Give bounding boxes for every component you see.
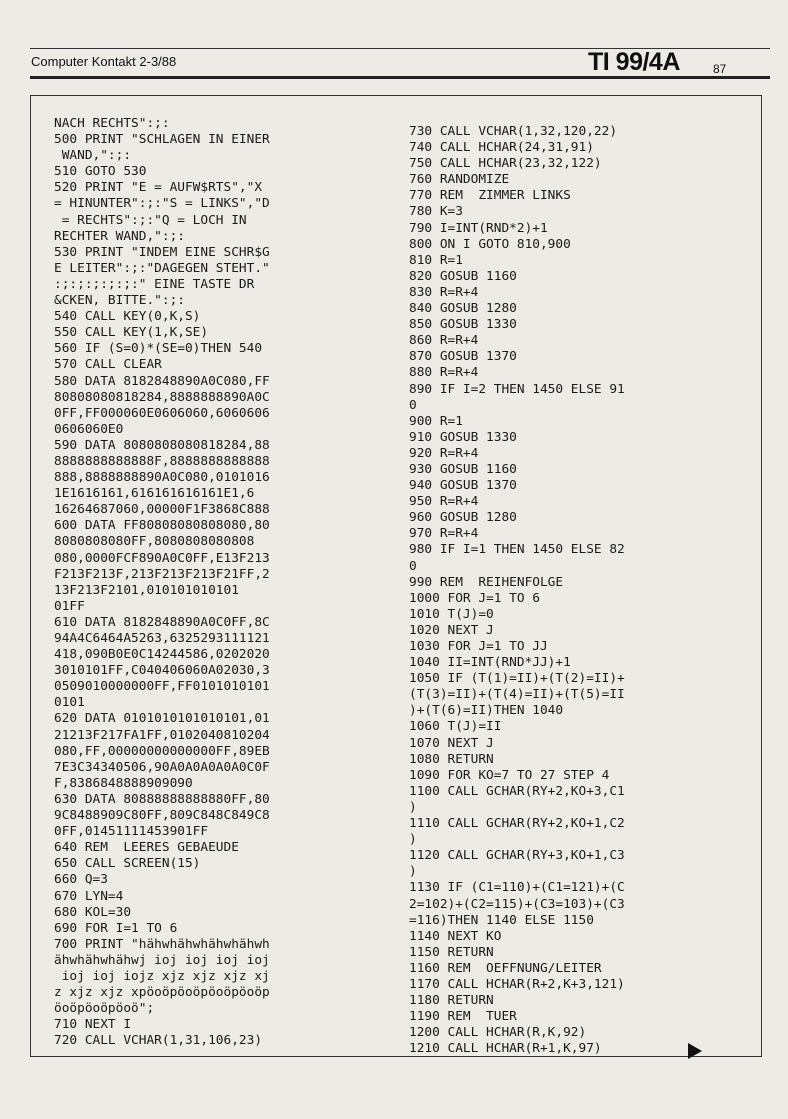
code-line: 80808080818284,8888888890A0C — [54, 389, 270, 405]
code-line: E LEITER":;:"DAGEGEN STEHT." — [54, 260, 270, 276]
code-line: 790 I=INT(RND*2)+1 — [409, 220, 548, 236]
code-line: 1190 REM TUER — [409, 1009, 517, 1025]
code-line: 8888888888888F,8888888888888 — [54, 453, 270, 469]
code-line: 2=102)+(C2=115)+(C3=103)+(C3 — [409, 896, 625, 912]
code-line: 94A4C6464A5263,6325293111121 — [54, 631, 270, 646]
code-line: 7E3C34340506,90A0A0A0A0A0C0F — [54, 759, 270, 775]
code-line: 1050 IF (T(1)=II)+(T(2)=II)+ — [409, 671, 625, 687]
code-line: 590 DATA 8080808080818284,88 — [54, 437, 270, 453]
code-line: 01FF — [54, 598, 85, 614]
code-line: 1180 RETURN — [409, 993, 494, 1009]
code-line: 8080808080FF,8080808080808 — [54, 534, 255, 550]
code-line: 910 GOSUB 1330 — [409, 429, 517, 445]
code-line: 0 — [409, 397, 417, 413]
code-line: ioj ioj iojz xjz xjz xjz xj — [54, 968, 270, 984]
code-line: 540 CALL KEY(0,K,S) — [54, 309, 201, 325]
code-line: 990 REM REIHENFOLGE — [409, 574, 564, 590]
code-line: 650 CALL SCREEN(15) — [54, 856, 201, 872]
code-line: 080,FF,00000000000000FF,89EB — [54, 743, 270, 759]
code-line: 1150 RETURN — [409, 944, 494, 960]
code-line: ) — [409, 864, 417, 880]
code-line: 810 R=1 — [409, 252, 463, 268]
code-line: 780 K=3 — [409, 204, 463, 220]
code-line: 830 R=R+4 — [409, 284, 479, 300]
code-line: 550 CALL KEY(1,K,SE) — [54, 325, 209, 341]
code-line: 880 R=R+4 — [409, 365, 479, 381]
code-line: 1120 CALL GCHAR(RY+3,KO+1,C3 — [409, 848, 625, 864]
code-line: 0FF,FF000060E0606060,6060606 — [54, 405, 270, 421]
code-line: öoöpöoöpöoö"; — [54, 1001, 155, 1017]
code-line: 1000 FOR J=1 TO 6 — [409, 590, 540, 606]
code-line: 0FF,01451111453901FF — [54, 824, 209, 840]
code-line: NACH RECHTS":;: — [54, 116, 170, 131]
header-bottom-rule — [30, 76, 770, 79]
code-line: 16264687060,00000F1F3868C888 — [54, 502, 270, 518]
code-line: 750 CALL HCHAR(23,32,122) — [409, 156, 602, 172]
code-line: 940 GOSUB 1370 — [409, 478, 517, 494]
code-line: 690 FOR I=1 TO 6 — [54, 920, 178, 936]
code-line: 700 PRINT "hähwhähwhähwhähwh — [54, 936, 270, 952]
code-line: 1130 IF (C1=110)+(C1=121)+(C — [409, 880, 625, 896]
code-line: 1020 NEXT J — [409, 622, 494, 638]
code-line: 890 IF I=2 THEN 1450 ELSE 91 — [409, 381, 625, 397]
code-line: 870 GOSUB 1370 — [409, 349, 517, 365]
code-line: 670 LYN=4 — [54, 888, 124, 904]
code-line: 1070 NEXT J — [409, 735, 494, 751]
code-line: 840 GOSUB 1280 — [409, 301, 517, 317]
code-line: 21213F217FA1FF,0102040810204 — [54, 727, 270, 743]
code-line: 13F213F2101,010101010101 — [54, 582, 239, 598]
code-line: 0606060E0 — [54, 421, 124, 437]
code-line: 570 CALL CLEAR — [54, 357, 162, 373]
code-line: 770 REM ZIMMER LINKS — [409, 188, 571, 204]
code-line: 970 R=R+4 — [409, 526, 479, 542]
code-line: 740 CALL HCHAR(24,31,91) — [409, 140, 594, 156]
code-line: 660 Q=3 — [54, 872, 108, 888]
code-line: :;:;:;:;:;:" EINE TASTE DR — [54, 276, 255, 292]
code-line: 900 R=1 — [409, 413, 463, 429]
code-line: 860 R=R+4 — [409, 333, 479, 349]
code-line: 1140 NEXT KO — [409, 928, 502, 944]
code-line: &CKEN, BITTE.":;: — [54, 293, 185, 309]
listing-right-column — [409, 124, 625, 1057]
code-line: 680 KOL=30 — [54, 904, 132, 920]
code-line: 1010 T(J)=0 — [409, 606, 494, 622]
code-line: 560 IF (S=0)*(SE=0)THEN 540 — [54, 341, 263, 357]
code-line: 3010101FF,C040406060A02030,3 — [54, 663, 270, 679]
code-line: 1110 CALL GCHAR(RY+2,KO+1,C2 — [409, 816, 625, 832]
code-line: 1160 REM OEFFNUNG/LEITER — [409, 960, 602, 976]
code-line: 9C8488909C80FF,809C848C849C8 — [54, 808, 270, 824]
code-line: 760 RANDOMIZE — [409, 172, 510, 188]
system-title: TI 99/4A — [588, 48, 680, 76]
magazine-issue-label: Computer Kontakt 2-3/88 — [31, 54, 177, 69]
code-line: 080,0000FCF890A0C0FF,E13F213 — [54, 550, 270, 566]
code-line: 530 PRINT "INDEM EINE SCHR$G — [54, 244, 270, 260]
code-line: RECHTER WAND,":;: — [54, 228, 185, 244]
code-line: 630 DATA 80888888888880FF,80 — [54, 791, 270, 807]
code-line: = HINUNTER":;:"S = LINKS","D — [54, 196, 270, 212]
code-line: 0101 — [54, 695, 85, 711]
listing-left-column — [54, 116, 270, 1049]
code-line: F213F213F,213F213F213F21FF,2 — [54, 566, 270, 582]
code-line: =116)THEN 1140 ELSE 1150 — [409, 912, 594, 928]
code-line: z xjz xjz xpöoöpöoöpöoöpöoöp — [54, 985, 270, 1001]
code-line: )+(T(6)=II)THEN 1040 — [409, 703, 564, 719]
code-line: 720 CALL VCHAR(1,31,106,23) — [54, 1033, 263, 1049]
code-line: 1100 CALL GCHAR(RY+2,KO+3,C1 — [409, 783, 625, 799]
code-line: (T(3)=II)+(T(4)=II)+(T(5)=II — [409, 687, 625, 703]
code-line: 640 REM LEERES GEBAEUDE — [54, 840, 239, 856]
code-line: 520 PRINT "E = AUFW$RTS","X — [54, 180, 263, 196]
code-line: ) — [409, 799, 417, 815]
code-line: 930 GOSUB 1160 — [409, 461, 517, 477]
code-line: ähwhähwhähwj ioj ioj ioj ioj — [54, 952, 270, 968]
code-line: 510 GOTO 530 — [54, 164, 147, 180]
code-line: 620 DATA 0101010101010101,01 — [54, 711, 270, 727]
code-line: 1040 II=INT(RND*JJ)+1 — [409, 655, 571, 671]
code-line: 1E1616161,616161616161E1,6 — [54, 486, 255, 502]
code-line: 820 GOSUB 1160 — [409, 268, 517, 284]
code-line: 960 GOSUB 1280 — [409, 510, 517, 526]
code-line: F,8386848888909090 — [54, 775, 193, 791]
code-line: 500 PRINT "SCHLAGEN IN EINER — [54, 132, 270, 148]
code-line: 0 — [409, 558, 417, 574]
code-line: 1030 FOR J=1 TO JJ — [409, 639, 548, 654]
page-number: 87 — [713, 62, 727, 76]
code-line: 1210 CALL HCHAR(R+1,K,97) — [409, 1041, 602, 1057]
code-line: 418,090B0E0C14244586,0202020 — [54, 647, 270, 663]
code-line: = RECHTS":;:"Q = LOCH IN — [54, 212, 247, 228]
code-line: 1170 CALL HCHAR(R+2,K+3,121) — [409, 976, 625, 992]
code-line: 610 DATA 8182848890A0C0FF,8C — [54, 614, 270, 630]
code-line: 1090 FOR KO=7 TO 27 STEP 4 — [409, 767, 610, 783]
code-line: ) — [409, 832, 417, 848]
code-line: 800 ON I GOTO 810,900 — [409, 236, 571, 252]
code-line: 1060 T(J)=II — [409, 719, 502, 735]
code-line: 730 CALL VCHAR(1,32,120,22) — [409, 124, 618, 139]
code-line: 1200 CALL HCHAR(R,K,92) — [409, 1025, 587, 1041]
code-line: 980 IF I=1 THEN 1450 ELSE 82 — [409, 542, 625, 558]
code-line: 580 DATA 8182848890A0C080,FF — [54, 373, 270, 389]
code-line: 600 DATA FF80808080808080,80 — [54, 518, 270, 534]
code-line: 950 R=R+4 — [409, 494, 479, 510]
code-line: 1080 RETURN — [409, 751, 494, 767]
code-line: 850 GOSUB 1330 — [409, 317, 517, 333]
code-line: WAND,":;: — [54, 148, 132, 164]
code-line: 888,8888888890A0C080,0101016 — [54, 470, 270, 486]
continue-arrow-icon — [688, 1043, 702, 1059]
code-line: 920 R=R+4 — [409, 445, 479, 461]
code-line: 710 NEXT I — [54, 1017, 132, 1033]
code-line: 0509010000000FF,FF0101010101 — [54, 679, 270, 695]
